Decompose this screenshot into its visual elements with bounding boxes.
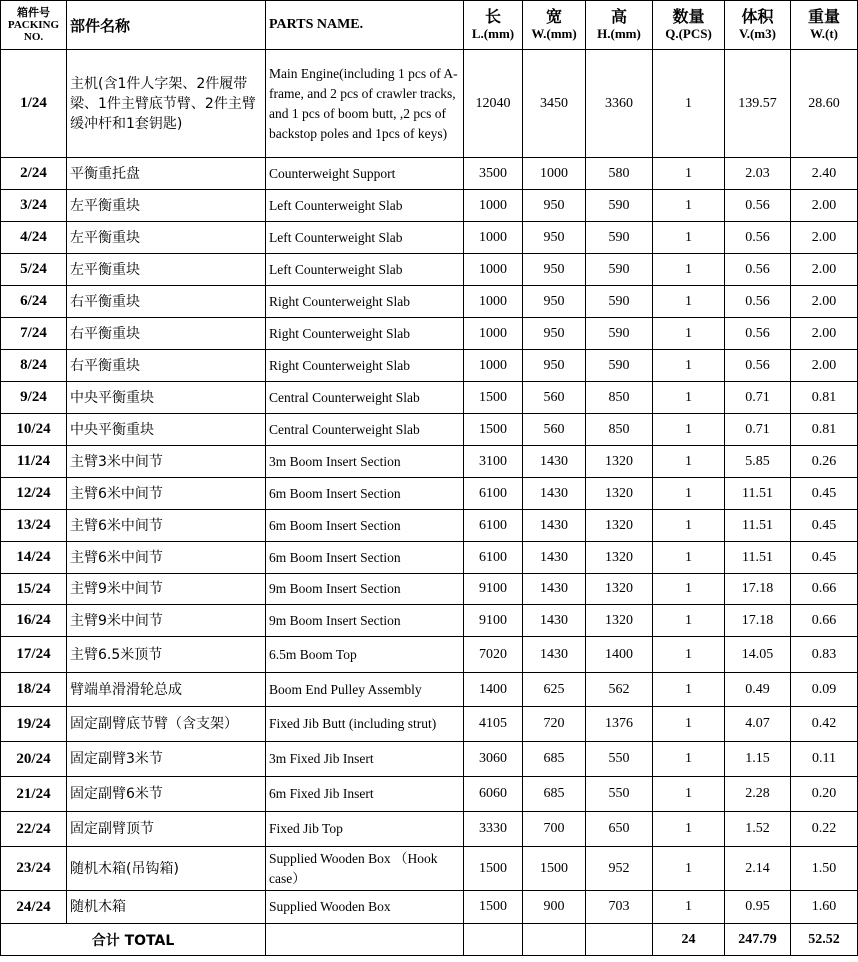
length-cell: 3100 (464, 446, 523, 478)
part-name-en-cell: 6m Fixed Jib Insert (266, 777, 464, 812)
header-qty-cn: 数量 (672, 7, 705, 26)
length-cell: 6100 (464, 478, 523, 510)
header-volume-unit: V.(m3) (739, 26, 776, 41)
height-cell: 1320 (586, 446, 653, 478)
volume-cell: 2.14 (725, 847, 791, 891)
header-weight (791, 1, 858, 50)
weight-cell: 28.60 (791, 50, 858, 158)
height-cell: 590 (586, 222, 653, 254)
header-height-unit: H.(mm) (597, 26, 641, 41)
total-volume: 247.79 (725, 924, 791, 956)
qty-cell: 1 (653, 574, 725, 605)
header-length-unit: L.(mm) (471, 26, 515, 41)
length-cell: 3330 (464, 812, 523, 847)
qty-cell: 1 (653, 286, 725, 318)
part-name-en-cell: Left Counterweight Slab (266, 254, 464, 286)
volume-cell: 0.56 (725, 222, 791, 254)
table-row (1, 605, 858, 637)
part-name-en-cell: 9m Boom Insert Section (266, 574, 464, 605)
header-packing-no-en1: PACKING (7, 19, 60, 31)
length-cell: 3060 (464, 742, 523, 777)
qty-cell: 1 (653, 50, 725, 158)
part-name-cn-cell: 主臂9米中间节 (67, 574, 266, 605)
weight-cell: 0.45 (791, 510, 858, 542)
volume-cell: 11.51 (725, 542, 791, 574)
length-cell: 9100 (464, 605, 523, 637)
width-cell: 720 (523, 707, 586, 742)
header-width (523, 1, 586, 50)
weight-cell: 0.20 (791, 777, 858, 812)
part-name-cn-cell: 主臂6米中间节 (67, 510, 266, 542)
header-length (464, 1, 523, 50)
weight-cell: 1.60 (791, 891, 858, 924)
qty-cell: 1 (653, 190, 725, 222)
packing-no-cell: 19/24 (1, 707, 67, 742)
part-name-cn-cell: 固定副臂6米节 (67, 777, 266, 812)
packing-no-cell: 24/24 (1, 891, 67, 924)
table-row (1, 510, 858, 542)
total-empty-h (586, 924, 653, 956)
table-row (1, 382, 858, 414)
part-name-cn-cell: 主臂6米中间节 (67, 478, 266, 510)
table-row (1, 542, 858, 574)
length-cell: 4105 (464, 707, 523, 742)
table-row (1, 707, 858, 742)
height-cell: 1376 (586, 707, 653, 742)
header-packing-no-en2: NO. (23, 31, 44, 43)
volume-cell: 0.95 (725, 891, 791, 924)
height-cell: 1320 (586, 478, 653, 510)
length-cell: 1000 (464, 190, 523, 222)
part-name-en-cell: Main Engine(including 1 pcs of A-frame, and 2 pcs of crawler tracks, and 1 pcs of boom butt, ,2 pcs of backstop poles and 1pcs of keys) (266, 50, 464, 158)
qty-cell: 1 (653, 254, 725, 286)
qty-cell: 1 (653, 673, 725, 707)
height-cell: 590 (586, 190, 653, 222)
part-name-cn-cell: 右平衡重块 (67, 350, 266, 382)
part-name-cn-cell: 固定副臂3米节 (67, 742, 266, 777)
part-name-en-cell: 6.5m Boom Top (266, 637, 464, 673)
volume-cell: 17.18 (725, 605, 791, 637)
weight-cell: 0.45 (791, 478, 858, 510)
header-packing-no (1, 1, 67, 50)
part-name-en-cell: Supplied Wooden Box (266, 891, 464, 924)
part-name-en-cell: Central Counterweight Slab (266, 382, 464, 414)
total-empty-en (266, 924, 464, 956)
volume-cell: 11.51 (725, 510, 791, 542)
packing-no-cell: 18/24 (1, 673, 67, 707)
volume-cell: 1.52 (725, 812, 791, 847)
header-volume (725, 1, 791, 50)
packing-no-cell: 11/24 (1, 446, 67, 478)
width-cell: 1430 (523, 542, 586, 574)
volume-cell: 5.85 (725, 446, 791, 478)
total-qty: 24 (653, 924, 725, 956)
part-name-cn-cell: 主臂6.5米顶节 (67, 637, 266, 673)
table-row (1, 673, 858, 707)
width-cell: 685 (523, 742, 586, 777)
volume-cell: 0.56 (725, 350, 791, 382)
height-cell: 1320 (586, 605, 653, 637)
length-cell: 1400 (464, 673, 523, 707)
part-name-en-cell: 3m Fixed Jib Insert (266, 742, 464, 777)
length-cell: 1000 (464, 286, 523, 318)
volume-cell: 14.05 (725, 637, 791, 673)
table-row (1, 847, 858, 891)
table-row (1, 574, 858, 605)
length-cell: 9100 (464, 574, 523, 605)
qty-cell: 1 (653, 382, 725, 414)
qty-cell: 1 (653, 478, 725, 510)
length-cell: 1000 (464, 350, 523, 382)
weight-cell: 0.26 (791, 446, 858, 478)
height-cell: 590 (586, 350, 653, 382)
total-label: 合计 TOTAL (1, 924, 266, 956)
height-cell: 562 (586, 673, 653, 707)
part-name-cn-cell: 主臂9米中间节 (67, 605, 266, 637)
height-cell: 550 (586, 777, 653, 812)
qty-cell: 1 (653, 414, 725, 446)
qty-cell: 1 (653, 847, 725, 891)
part-name-en-cell: 6m Boom Insert Section (266, 542, 464, 574)
table-row (1, 812, 858, 847)
part-name-cn-cell: 左平衡重块 (67, 222, 266, 254)
total-empty-l (464, 924, 523, 956)
part-name-en-cell: Right Counterweight Slab (266, 318, 464, 350)
length-cell: 6100 (464, 510, 523, 542)
part-name-cn-cell: 左平衡重块 (67, 254, 266, 286)
table-row (1, 891, 858, 924)
volume-cell: 0.56 (725, 254, 791, 286)
part-name-cn-cell: 右平衡重块 (67, 318, 266, 350)
part-name-cn-cell: 左平衡重块 (67, 190, 266, 222)
weight-cell: 2.00 (791, 318, 858, 350)
part-name-en-cell: Right Counterweight Slab (266, 286, 464, 318)
part-name-en-cell: 6m Boom Insert Section (266, 510, 464, 542)
weight-cell: 2.00 (791, 254, 858, 286)
height-cell: 952 (586, 847, 653, 891)
packing-no-cell: 6/24 (1, 286, 67, 318)
height-cell: 590 (586, 318, 653, 350)
part-name-en-cell: 3m Boom Insert Section (266, 446, 464, 478)
total-empty-w (523, 924, 586, 956)
width-cell: 950 (523, 318, 586, 350)
length-cell: 1500 (464, 414, 523, 446)
part-name-en-cell: Central Counterweight Slab (266, 414, 464, 446)
packing-no-cell: 17/24 (1, 637, 67, 673)
part-name-en-cell: 9m Boom Insert Section (266, 605, 464, 637)
table-row (1, 286, 858, 318)
height-cell: 703 (586, 891, 653, 924)
part-name-en-cell: Left Counterweight Slab (266, 222, 464, 254)
volume-cell: 0.56 (725, 286, 791, 318)
height-cell: 650 (586, 812, 653, 847)
height-cell: 850 (586, 382, 653, 414)
part-name-en-cell: Right Counterweight Slab (266, 350, 464, 382)
part-name-cn-cell: 主机(含1件人字架、2件履带梁、1件主臂底节臂、2件主臂缓冲杆和1套钥匙) (67, 50, 266, 158)
width-cell: 685 (523, 777, 586, 812)
header-weight-unit: W.(t) (809, 26, 839, 41)
packing-no-cell: 20/24 (1, 742, 67, 777)
part-name-en-cell: Fixed Jib Top (266, 812, 464, 847)
volume-cell: 1.15 (725, 742, 791, 777)
weight-cell: 2.40 (791, 158, 858, 190)
height-cell: 1320 (586, 574, 653, 605)
length-cell: 7020 (464, 637, 523, 673)
packing-no-cell: 8/24 (1, 350, 67, 382)
packing-no-cell: 3/24 (1, 190, 67, 222)
volume-cell: 0.56 (725, 318, 791, 350)
width-cell: 3450 (523, 50, 586, 158)
header-height (586, 1, 653, 50)
width-cell: 625 (523, 673, 586, 707)
length-cell: 12040 (464, 50, 523, 158)
packing-no-cell: 7/24 (1, 318, 67, 350)
weight-cell: 2.00 (791, 350, 858, 382)
qty-cell: 1 (653, 350, 725, 382)
length-cell: 3500 (464, 158, 523, 190)
length-cell: 1500 (464, 847, 523, 891)
part-name-cn-cell: 臂端单滑滑轮总成 (67, 673, 266, 707)
table-row (1, 254, 858, 286)
weight-cell: 2.00 (791, 190, 858, 222)
weight-cell: 2.00 (791, 286, 858, 318)
qty-cell: 1 (653, 318, 725, 350)
width-cell: 1000 (523, 158, 586, 190)
length-cell: 1000 (464, 222, 523, 254)
part-name-cn-cell: 主臂3米中间节 (67, 446, 266, 478)
length-cell: 1500 (464, 891, 523, 924)
volume-cell: 4.07 (725, 707, 791, 742)
width-cell: 1430 (523, 446, 586, 478)
packing-no-cell: 14/24 (1, 542, 67, 574)
width-cell: 560 (523, 414, 586, 446)
packing-no-cell: 9/24 (1, 382, 67, 414)
volume-cell: 0.71 (725, 414, 791, 446)
qty-cell: 1 (653, 637, 725, 673)
packing-no-cell: 15/24 (1, 574, 67, 605)
qty-cell: 1 (653, 777, 725, 812)
table-row (1, 318, 858, 350)
weight-cell: 0.11 (791, 742, 858, 777)
packing-no-cell: 13/24 (1, 510, 67, 542)
width-cell: 1500 (523, 847, 586, 891)
width-cell: 1430 (523, 574, 586, 605)
part-name-cn-cell: 随机木箱(吊钩箱) (67, 847, 266, 891)
packing-no-cell: 10/24 (1, 414, 67, 446)
length-cell: 6100 (464, 542, 523, 574)
table-row (1, 446, 858, 478)
qty-cell: 1 (653, 707, 725, 742)
length-cell: 1000 (464, 318, 523, 350)
table-row (1, 190, 858, 222)
volume-cell: 139.57 (725, 50, 791, 158)
part-name-cn-cell: 固定副臂底节臂（含支架） (67, 707, 266, 742)
qty-cell: 1 (653, 222, 725, 254)
packing-no-cell: 12/24 (1, 478, 67, 510)
weight-cell: 0.42 (791, 707, 858, 742)
part-name-en-cell: Fixed Jib Butt (including strut) (266, 707, 464, 742)
header-cn-name: 部件名称 (67, 1, 266, 50)
header-weight-cn: 重量 (807, 7, 840, 26)
qty-cell: 1 (653, 812, 725, 847)
width-cell: 900 (523, 891, 586, 924)
header-volume-cn: 体积 (741, 7, 774, 26)
volume-cell: 0.49 (725, 673, 791, 707)
qty-cell: 1 (653, 446, 725, 478)
part-name-cn-cell: 随机木箱 (67, 891, 266, 924)
packing-no-cell: 1/24 (1, 50, 67, 158)
packing-no-cell: 5/24 (1, 254, 67, 286)
length-cell: 1000 (464, 254, 523, 286)
table-row (1, 742, 858, 777)
weight-cell: 2.00 (791, 222, 858, 254)
width-cell: 950 (523, 190, 586, 222)
table-row (1, 222, 858, 254)
volume-cell: 0.71 (725, 382, 791, 414)
qty-cell: 1 (653, 510, 725, 542)
qty-cell: 1 (653, 158, 725, 190)
width-cell: 950 (523, 222, 586, 254)
header-height-cn: 高 (610, 7, 627, 26)
part-name-en-cell: Supplied Wooden Box （Hook case） (266, 847, 464, 891)
height-cell: 1400 (586, 637, 653, 673)
volume-cell: 0.56 (725, 190, 791, 222)
table-row (1, 414, 858, 446)
part-name-cn-cell: 右平衡重块 (67, 286, 266, 318)
header-en-name: PARTS NAME. (266, 1, 464, 50)
volume-cell: 2.03 (725, 158, 791, 190)
qty-cell: 1 (653, 605, 725, 637)
total-row (1, 924, 858, 956)
part-name-en-cell: 6m Boom Insert Section (266, 478, 464, 510)
part-name-cn-cell: 固定副臂顶节 (67, 812, 266, 847)
weight-cell: 0.81 (791, 382, 858, 414)
header-length-cn: 长 (484, 7, 501, 26)
height-cell: 850 (586, 414, 653, 446)
table-row (1, 350, 858, 382)
weight-cell: 0.83 (791, 637, 858, 673)
packing-no-cell: 21/24 (1, 777, 67, 812)
packing-list-body (1, 50, 858, 924)
part-name-en-cell: Counterweight Support (266, 158, 464, 190)
qty-cell: 1 (653, 542, 725, 574)
part-name-cn-cell: 中央平衡重块 (67, 414, 266, 446)
header-qty-unit: Q.(PCS) (665, 26, 712, 41)
part-name-cn-cell: 平衡重托盘 (67, 158, 266, 190)
height-cell: 1320 (586, 510, 653, 542)
header-qty (653, 1, 725, 50)
weight-cell: 0.45 (791, 542, 858, 574)
width-cell: 1430 (523, 478, 586, 510)
table-row (1, 50, 858, 158)
table-row (1, 777, 858, 812)
qty-cell: 1 (653, 891, 725, 924)
width-cell: 560 (523, 382, 586, 414)
height-cell: 590 (586, 254, 653, 286)
part-name-cn-cell: 中央平衡重块 (67, 382, 266, 414)
weight-cell: 1.50 (791, 847, 858, 891)
volume-cell: 11.51 (725, 478, 791, 510)
header-width-cn: 宽 (545, 7, 562, 26)
header-row (1, 1, 858, 50)
volume-cell: 2.28 (725, 777, 791, 812)
width-cell: 950 (523, 254, 586, 286)
width-cell: 1430 (523, 605, 586, 637)
table-row (1, 158, 858, 190)
weight-cell: 0.66 (791, 605, 858, 637)
weight-cell: 0.81 (791, 414, 858, 446)
table-row (1, 478, 858, 510)
part-name-en-cell: Boom End Pulley Assembly (266, 673, 464, 707)
height-cell: 590 (586, 286, 653, 318)
packing-no-cell: 4/24 (1, 222, 67, 254)
width-cell: 1430 (523, 637, 586, 673)
length-cell: 1500 (464, 382, 523, 414)
header-width-unit: W.(mm) (531, 26, 577, 41)
width-cell: 950 (523, 350, 586, 382)
width-cell: 1430 (523, 510, 586, 542)
weight-cell: 0.09 (791, 673, 858, 707)
width-cell: 700 (523, 812, 586, 847)
height-cell: 580 (586, 158, 653, 190)
height-cell: 1320 (586, 542, 653, 574)
volume-cell: 17.18 (725, 574, 791, 605)
part-name-cn-cell: 主臂6米中间节 (67, 542, 266, 574)
qty-cell: 1 (653, 742, 725, 777)
packing-no-cell: 22/24 (1, 812, 67, 847)
width-cell: 950 (523, 286, 586, 318)
total-weight: 52.52 (791, 924, 858, 956)
length-cell: 6060 (464, 777, 523, 812)
packing-no-cell: 23/24 (1, 847, 67, 891)
height-cell: 550 (586, 742, 653, 777)
part-name-en-cell: Left Counterweight Slab (266, 190, 464, 222)
packing-no-cell: 2/24 (1, 158, 67, 190)
weight-cell: 0.66 (791, 574, 858, 605)
header-packing-no-cn: 箱件号 (17, 6, 50, 19)
height-cell: 3360 (586, 50, 653, 158)
packing-no-cell: 16/24 (1, 605, 67, 637)
weight-cell: 0.22 (791, 812, 858, 847)
table-row (1, 637, 858, 673)
